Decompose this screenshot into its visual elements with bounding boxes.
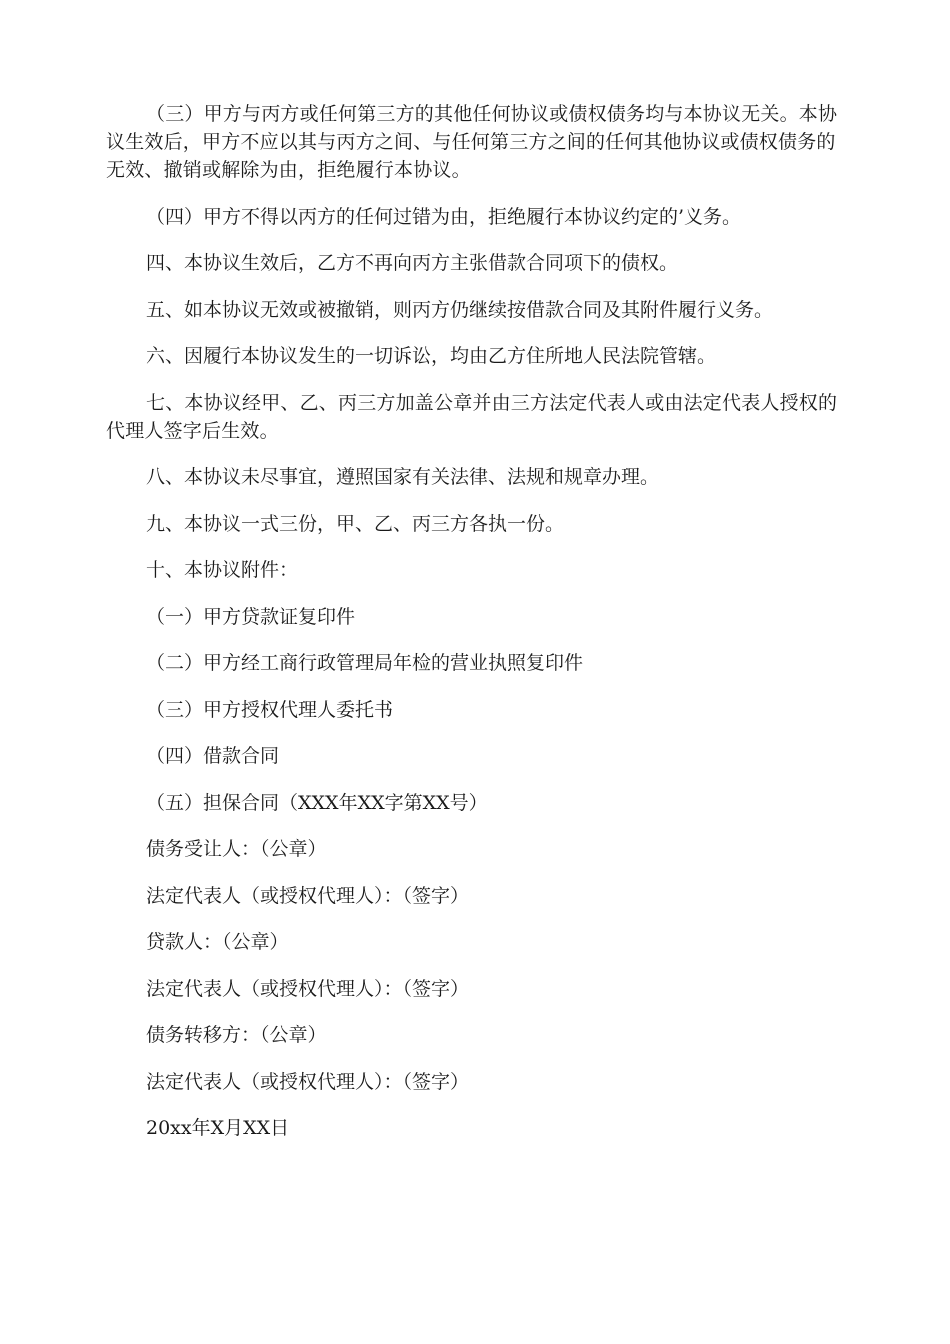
paragraph-clause-10: 十、本协议附件： — [146, 559, 299, 581]
signature-lender: 贷款人：（公章） — [146, 931, 289, 953]
document-body — [106, 100, 842, 1161]
attachment-item-3: （三）甲方授权代理人委托书 — [146, 698, 394, 721]
paragraph-clause-9: 九、本协议一式三份，甲、乙、丙三方各执一份。 — [146, 512, 565, 535]
attachment-item-1: （一）甲方贷款证复印件 — [146, 605, 356, 628]
paragraph-clause-6: 六、因履行本协议发生的一切诉讼，均由乙方住所地人民法院管辖。 — [146, 345, 717, 367]
signature-assignee-rep: 法定代表人（或授权代理人）：（签字） — [146, 884, 470, 907]
attachment-item-4: （四）借款合同 — [146, 745, 280, 767]
attachment-item-2: （二）甲方经工商行政管理局年检的营业执照复印件 — [146, 652, 584, 674]
paragraph-clause-8: 八、本协议未尽事宜，遵照国家有关法律、法规和规章办理。 — [146, 466, 660, 488]
signature-transferor: 债务转移方：（公章） — [146, 1024, 327, 1046]
paragraph-clause-5: 五、如本协议无效或被撤销，则丙方仍继续按借款合同及其附件履行义务。 — [146, 298, 774, 321]
paragraph-clause-4: 四、本协议生效后，乙方不再向丙方主张借款合同项下的债权。 — [146, 252, 679, 274]
paragraph-clause-7: 七、本协议经甲、乙、丙三方加盖公章并由三方法定代表人或由法定代表人授权的代理人签字后生效。 — [106, 391, 838, 442]
signature-transferor-rep: 法定代表人（或授权代理人）：（签字） — [146, 1070, 470, 1093]
paragraph-clause-3-4: （四）甲方不得以丙方的任何过错为由，拒绝履行本协议约定的’义务。 — [146, 205, 742, 228]
signature-assignee: 债务受让人：（公章） — [146, 838, 327, 860]
paragraph-clause-3-3: （三）甲方与丙方或任何第三方的其他任何协议或债权债务均与本协议无关。本协议生效后，甲方不应以其与丙方之间、与任何第三方之间的任何其他协议或债权债务的无效、撤销或解除为由，拒绝履行本协议。 — [106, 103, 838, 181]
signature-lender-rep: 法定代表人（或授权代理人）：（签字） — [146, 977, 470, 1000]
document-date: 20xx年X月XX日 — [146, 1117, 290, 1139]
attachment-item-5: （五）担保合同（XXX年XX字第XX号） — [146, 791, 488, 814]
